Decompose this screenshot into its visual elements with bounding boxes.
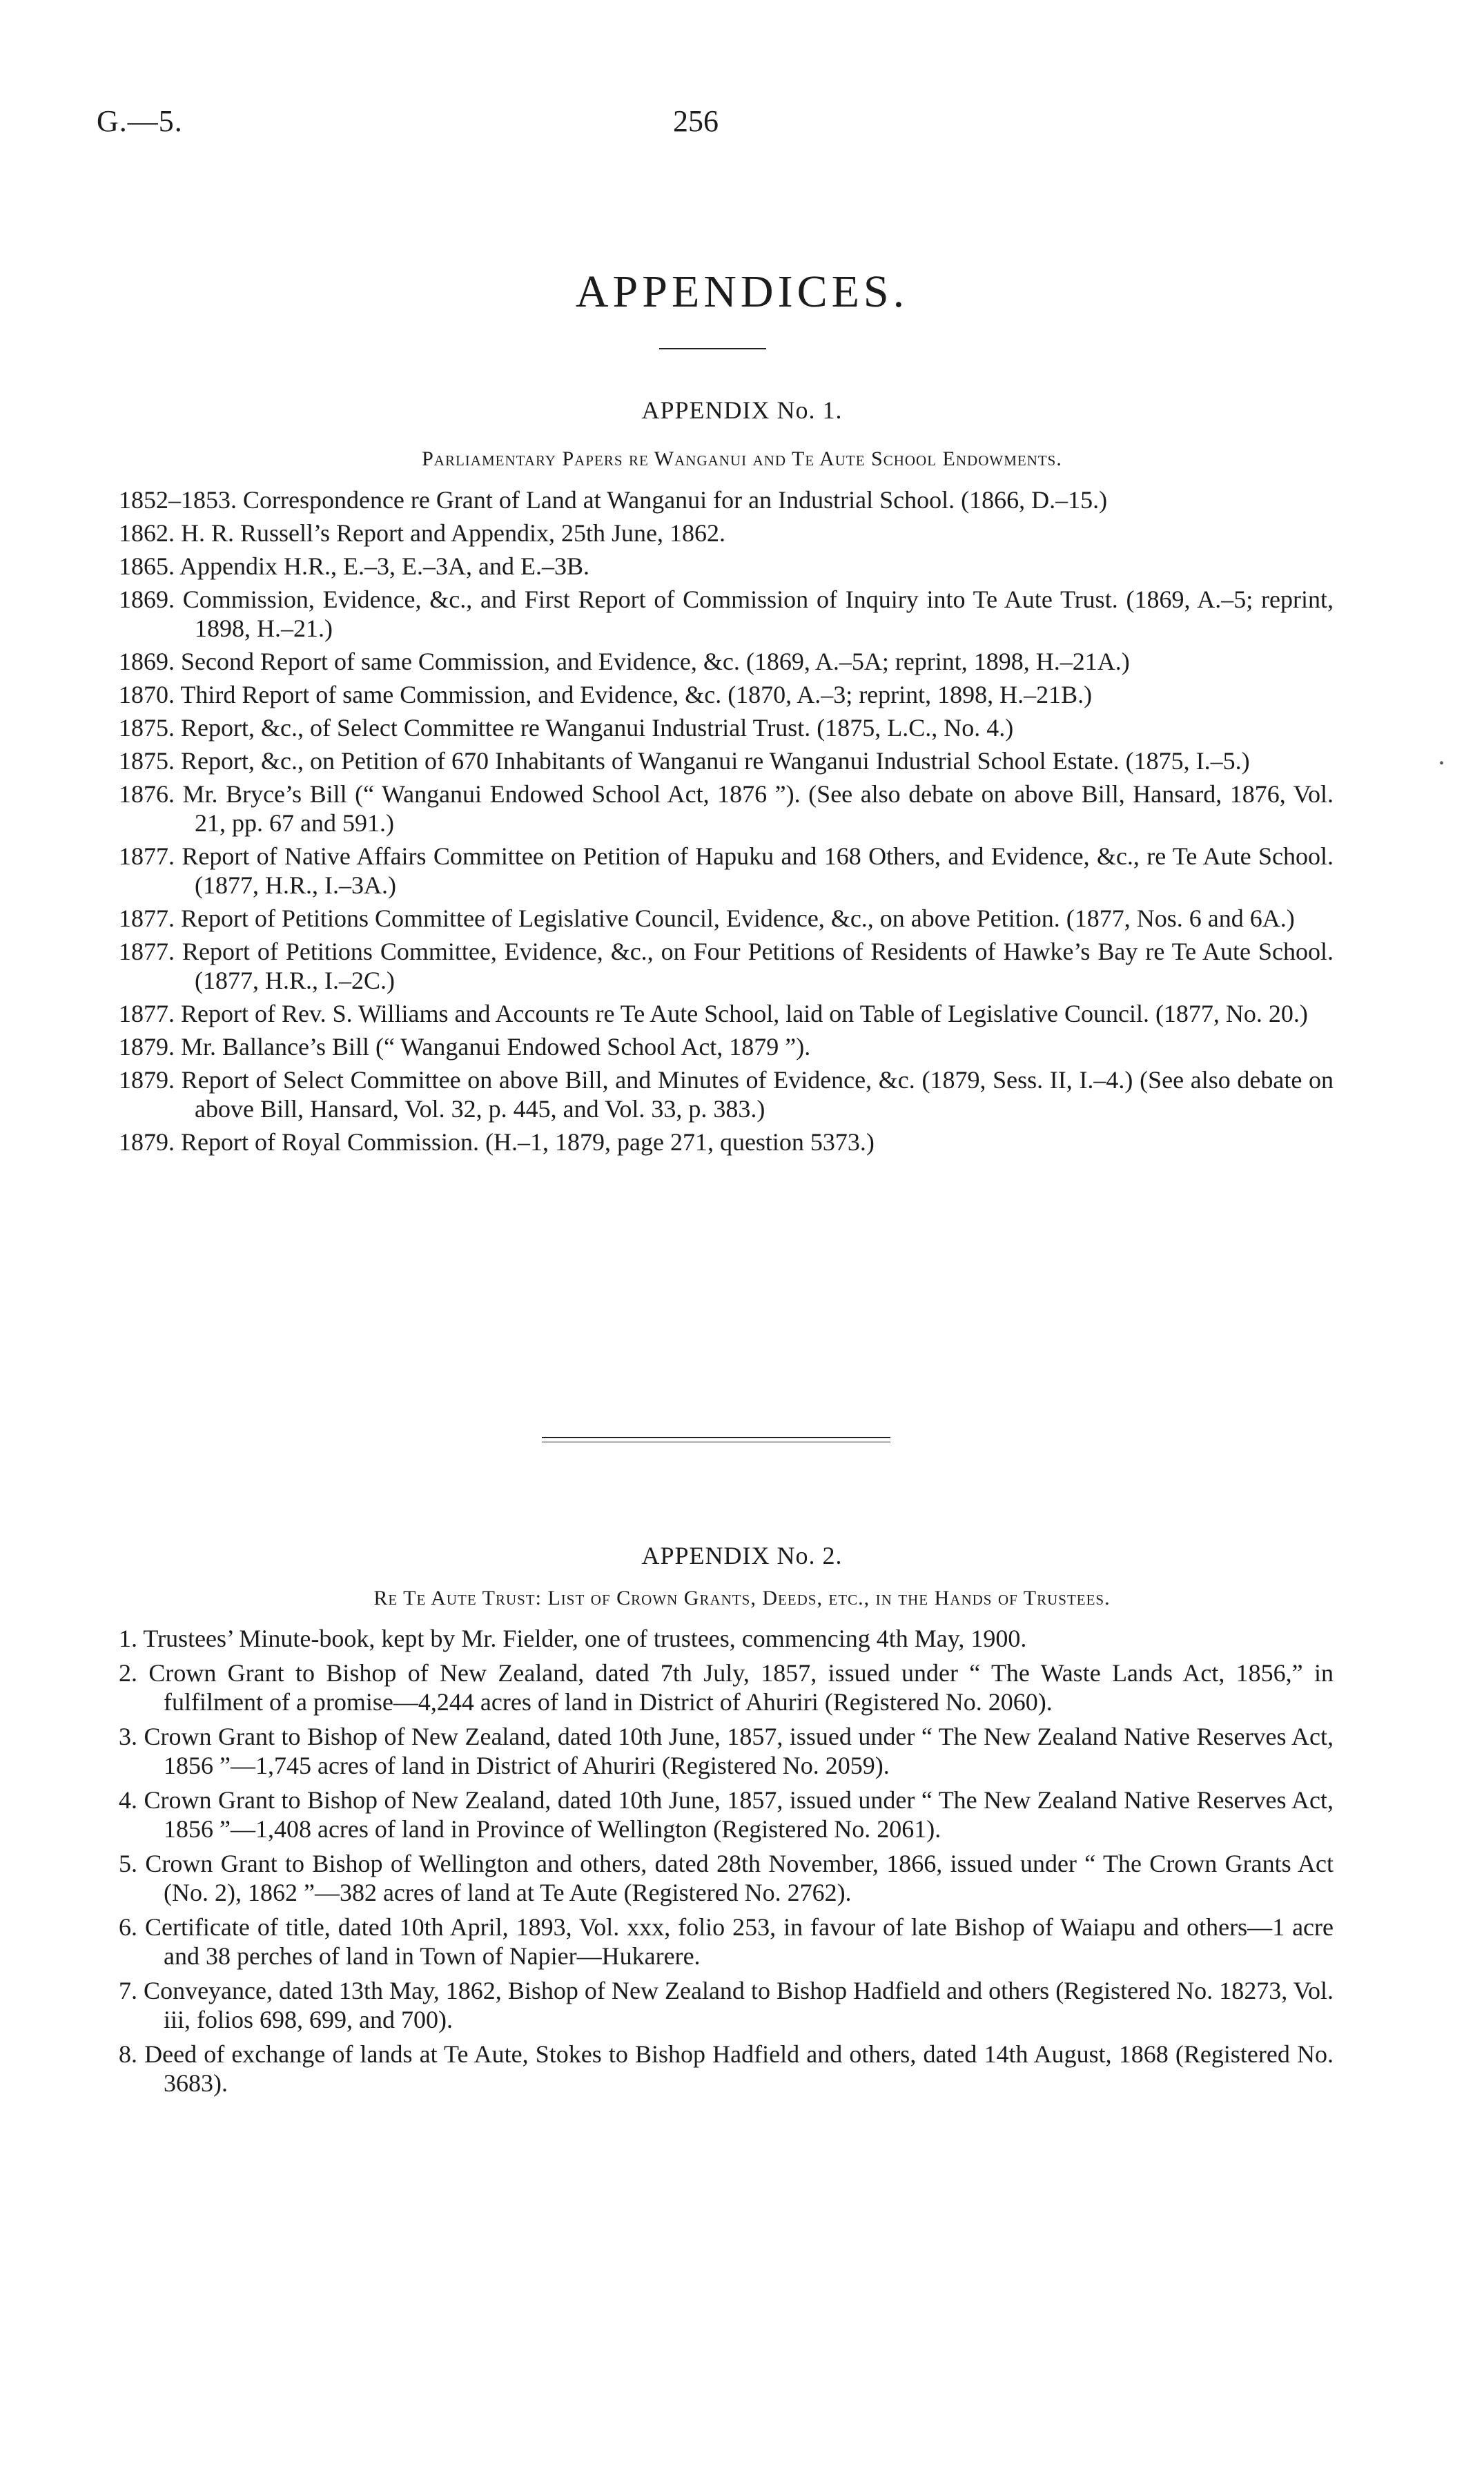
- list-item: 1865. Appendix H.R., E.–3, E.–3A, and E.–3B.: [119, 552, 589, 580]
- list-item: 6. Certificate of title, dated 10th April, 1893, Vol. xxx, folio 253, in favour of late Bishop of Waiapu and others—1 acre and 38 perches of land in Town of Napier—Hukarere.: [119, 1913, 1334, 1970]
- list-item: 5. Crown Grant to Bishop of Wellington and others, dated 28th November, 1866, issued under “ The Crown Grants Act (No. 2), 1862 ”—382 acres of land at Te Aute (Registered No. 2762).: [119, 1850, 1334, 1906]
- title-divider: [659, 348, 766, 349]
- page-title: APPENDICES.: [575, 267, 909, 317]
- list-item: 1879. Mr. Ballance’s Bill (“ Wanganui Endowed School Act, 1879 ”).: [119, 1033, 811, 1061]
- list-item: 1877. Report of Rev. S. Williams and Accounts re Te Aute School, laid on Table of Legislative Council. (1877, No. 20.): [119, 1000, 1308, 1027]
- paper-reference: G.—5.: [97, 104, 183, 138]
- list-item: 1877. Report of Native Affairs Committee on Petition of Hapuku and 168 Others, and Evidence, &c., re Te Aute School. (1877, H.R., I.–3A.): [119, 842, 1334, 899]
- list-item: 3. Crown Grant to Bishop of New Zealand, dated 10th June, 1857, issued under “ The New Zealand Native Reserves Act, 1856 ”—1,745 acres of land in District of Ahuriri (Registered No. 2059).: [119, 1723, 1334, 1779]
- list-item: 1875. Report, &c., on Petition of 670 Inhabitants of Wanganui re Wanganui Industrial School Estate. (1875, I.–5.): [119, 747, 1250, 775]
- list-item: 1879. Report of Royal Commission. (H.–1, 1879, page 271, question 5373.): [119, 1128, 875, 1156]
- appendix-2-list: [119, 1624, 1334, 2103]
- list-item: 1852–1853. Correspondence re Grant of Land at Wanganui for an Industrial School. (1866, D.–15.): [119, 486, 1108, 514]
- list-item: 1870. Third Report of same Commission, and Evidence, &c. (1870, A.–3; reprint, 1898, H.–21B.): [119, 681, 1093, 708]
- appendix-2-subheading: Re Te Aute Trust: List of Crown Grants, Deeds, etc., in the Hands of Trustees.: [373, 1587, 1111, 1609]
- page-number: 256: [673, 104, 719, 138]
- list-item: 1879. Report of Select Committee on above Bill, and Minutes of Evidence, &c. (1879, Sess. II, I.–4.) (See also debate on above Bill, Hansard, Vol. 32, p. 445, and Vol. 33, p. 383.): [119, 1066, 1334, 1123]
- list-item: 4. Crown Grant to Bishop of New Zealand, dated 10th June, 1857, issued under “ The New Zealand Native Reserves Act, 1856 ”—1,408 acres of land in Province of Wellington (Registered No. 2061).: [119, 1786, 1334, 1843]
- appendix-2-heading: APPENDIX No. 2.: [641, 1542, 843, 1569]
- list-item: 7. Conveyance, dated 13th May, 1862, Bishop of New Zealand to Bishop Hadfield and others (Registered No. 18273, Vol. iii, folios 698, 699, and 700).: [119, 1977, 1334, 2033]
- list-item: 1877. Report of Petitions Committee, Evidence, &c., on Four Petitions of Residents of Hawke’s Bay re Te Aute School. (1877, H.R., I.–2C.): [119, 938, 1334, 994]
- scan-speck: •: [1439, 756, 1445, 771]
- list-item: 1875. Report, &c., of Select Committee re Wanganui Industrial Trust. (1875, L.C., No. 4.): [119, 714, 1014, 742]
- section-divider: [542, 1437, 890, 1438]
- list-item: 2. Crown Grant to Bishop of New Zealand, dated 7th July, 1857, issued under “ The Waste Lands Act, 1856,” in fulfilment of a promise—4,244 acres of land in District of Ahuriri (Registered No. 2060).: [119, 1659, 1334, 1716]
- list-item: 1. Trustees’ Minute-book, kept by Mr. Fielder, one of trustees, commencing 4th May, 1900.: [119, 1625, 1027, 1652]
- list-item: 1869. Commission, Evidence, &c., and First Report of Commission of Inquiry into Te Aute Trust. (1869, A.–5; reprint, 1898, H.–21.): [119, 586, 1334, 642]
- list-item: 1869. Second Report of same Commission, and Evidence, &c. (1869, A.–5A; reprint, 1898, H.–21A.): [119, 648, 1130, 675]
- list-item: 1862. H. R. Russell’s Report and Appendix, 25th June, 1862.: [119, 519, 725, 547]
- appendix-1-list: [119, 485, 1334, 1161]
- appendix-1-subheading: Parliamentary Papers re Wanganui and Te Aute School Endowments.: [422, 447, 1062, 470]
- list-item: 8. Deed of exchange of lands at Te Aute, Stokes to Bishop Hadfield and others, dated 14th August, 1868 (Registered No. 3683).: [119, 2040, 1334, 2097]
- appendix-1-heading: APPENDIX No. 1.: [641, 396, 843, 424]
- list-item: 1877. Report of Petitions Committee of Legislative Council, Evidence, &c., on above Petition. (1877, Nos. 6 and 6A.): [119, 904, 1295, 932]
- list-item: 1876. Mr. Bryce’s Bill (“ Wanganui Endowed School Act, 1876 ”). (See also debate on above Bill, Hansard, 1876, Vol. 21, pp. 67 and 591.): [119, 780, 1334, 837]
